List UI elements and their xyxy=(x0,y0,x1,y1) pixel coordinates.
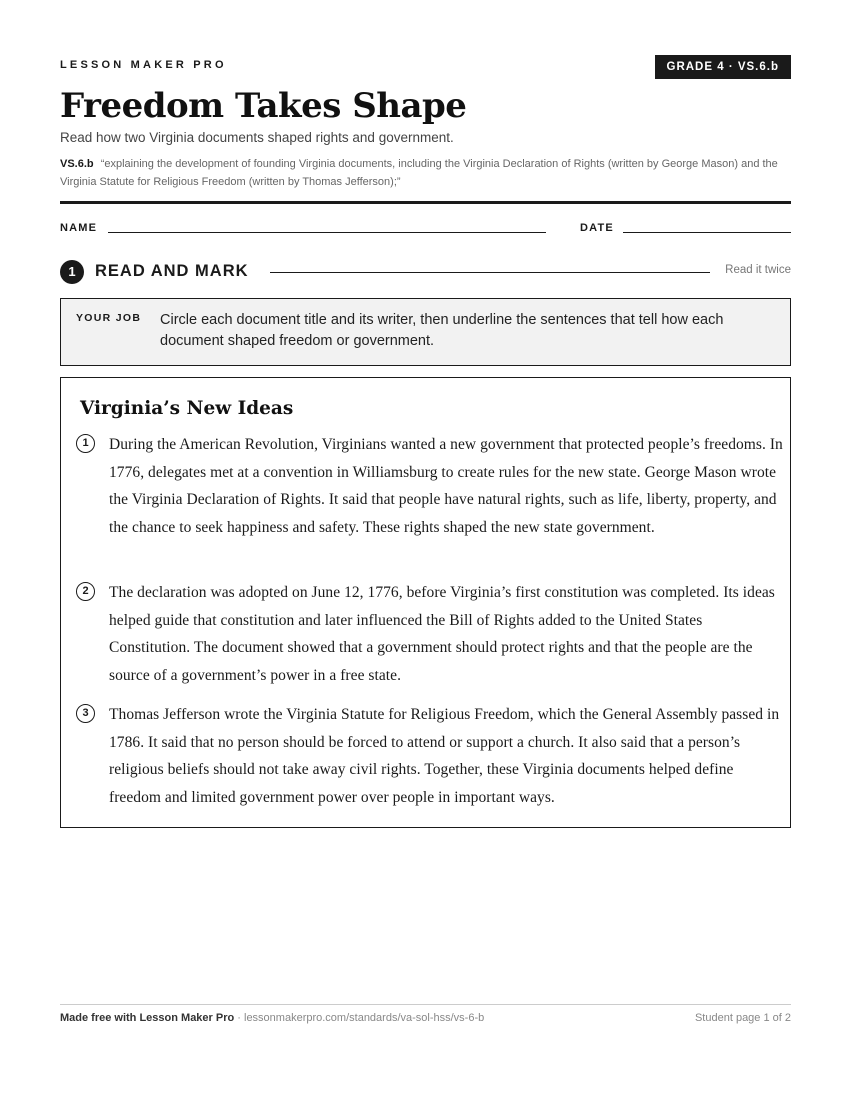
page-title: Freedom Takes Shape xyxy=(60,86,467,126)
instructions-text: Circle each document title and its writer, then underline the sentences that tell how each document shaped freedom or government. xyxy=(160,312,724,349)
grade-badge: GRADE 4 · VS.6.b xyxy=(655,55,792,79)
footer-credit xyxy=(60,1012,484,1024)
page-subtitle: Read how two Virginia documents shaped rights and government. xyxy=(60,130,454,145)
section-divider xyxy=(270,272,710,273)
footer-brand: Made free with Lesson Maker Pro xyxy=(60,1012,235,1024)
section-title: READ AND MARK xyxy=(95,262,249,280)
paragraph-text: During the American Revolution, Virginians wanted a new government that protected people’s freedoms. In 1776, delegates met at a convention in Williamsburg to create rules for the new state. George Mason wrote the Virginia Declaration of Rights. It said that people have natural rights, such as life, liberty, property, and the chance to seek happiness and safety. These rights shaped the new state government. xyxy=(109,436,783,536)
instructions-label: YOUR JOB xyxy=(76,312,142,324)
name-field[interactable] xyxy=(108,232,546,233)
footer-url: · lessonmakerpro.com/standards/va-sol-hss/vs-6-b xyxy=(234,1012,485,1024)
standard-description xyxy=(60,155,791,191)
standard-text: “explaining the development of founding Virginia documents, including the Virginia Declaration of Rights (written by George Mason) and the Virginia Statute for Religious Freedom (written by Thomas Jefferson);” xyxy=(60,158,778,188)
page-indicator: Student page 1 of 2 xyxy=(694,1012,791,1024)
section-header xyxy=(60,260,791,284)
date-field[interactable] xyxy=(623,232,791,233)
paragraph-number: 2 xyxy=(76,582,95,601)
name-date-row xyxy=(60,220,791,236)
instructions-box xyxy=(60,298,791,366)
paragraph-number: 1 xyxy=(76,434,95,453)
paragraph-number: 3 xyxy=(76,704,95,723)
header-bar xyxy=(60,55,791,79)
reading-passage xyxy=(60,377,791,828)
paragraph-text: The declaration was adopted on June 12, 1776, before Virginia’s first constitution was completed. Its ideas helped guide that constitution and later influenced the Bill of Rights added to the United States Constitution. The document showed that a government should protect rights and that the people are the source of a government’s power in a free state. xyxy=(109,584,775,684)
date-label: DATE xyxy=(580,222,614,234)
standard-code: VS.6.b xyxy=(60,158,94,170)
section-note: Read it twice xyxy=(725,264,791,276)
section-number-badge: 1 xyxy=(60,260,84,284)
name-label: NAME xyxy=(60,222,98,234)
paragraph-text: Thomas Jefferson wrote the Virginia Statute for Religious Freedom, which the General Assembly passed in 1786. It said that no person should be forced to attend or support a church. It also said that a person’s religious beliefs should not take away civil rights. Together, these Virginia documents helped define freedom and limited government power over people in important ways. xyxy=(109,706,780,806)
worksheet-page xyxy=(60,0,791,1100)
footer-divider xyxy=(60,1004,791,1005)
header-divider xyxy=(60,201,791,204)
passage-title: Virginia’s New Ideas xyxy=(80,398,294,419)
brand-name: LESSON MAKER PRO xyxy=(60,59,227,71)
